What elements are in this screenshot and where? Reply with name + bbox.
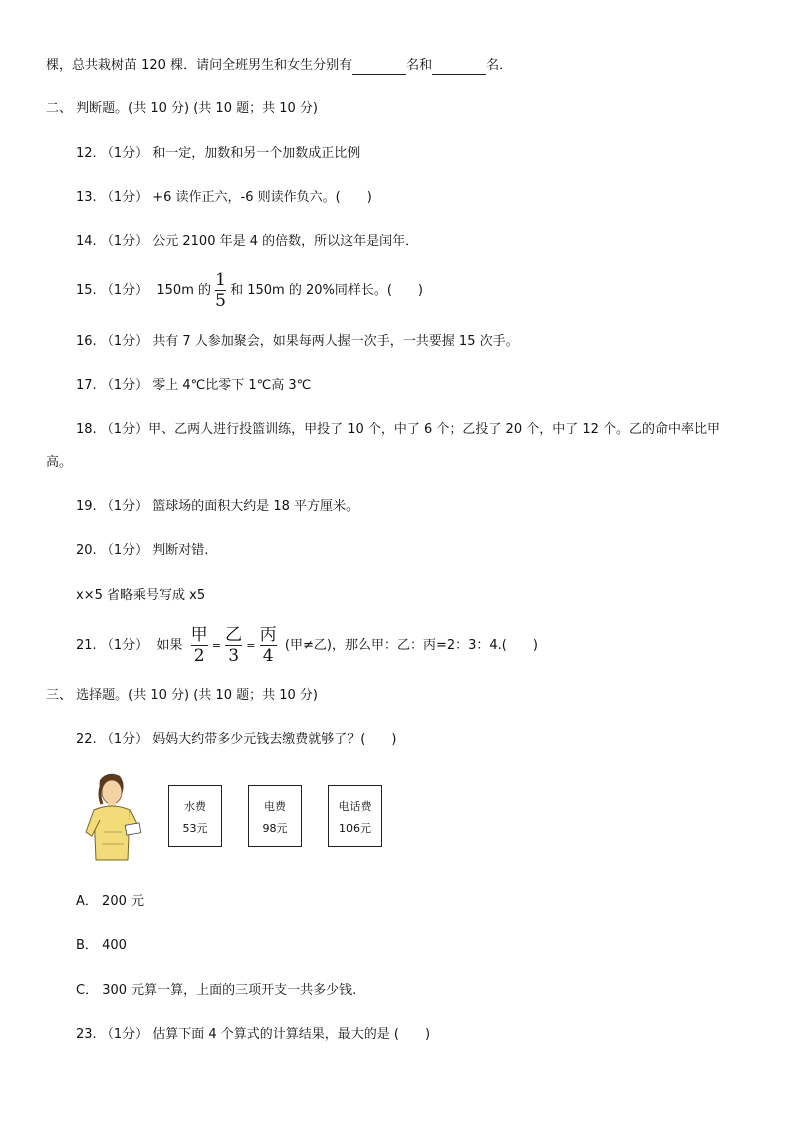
question-20-statement: x×5 省略乘号写成 x5 xyxy=(76,588,206,603)
mother-illustration xyxy=(78,770,150,862)
bill-phone: 电话费 106元 xyxy=(328,785,382,847)
q11-continuation: 棵，总共栽树苗 120 棵．请问全班男生和女生分别有 名和 名． xyxy=(46,58,513,73)
fraction-bing-over-4: $\frac{\text{丙}}{4}$ xyxy=(259,625,277,666)
answer-blank-boys[interactable] xyxy=(352,56,406,75)
bill-water: 水费 53元 xyxy=(168,785,222,847)
question-14: 14. （1分） 公元 2100 年是 4 的倍数，所以这年是闰年． xyxy=(76,234,419,249)
question-13: 13. （1分） +6 读作正六，-6 则读作负六。( ) xyxy=(76,190,372,205)
question-16: 16. （1分） 共有 7 人参加聚会，如果每两人握一次手，一共要握 15 次手。 xyxy=(76,334,519,349)
question-21: 21. （1分） 如果 $\frac{\text{甲}}{2}$ = $\frac{\text{乙}}{3}$ = $\frac{\text{丙}}{4}$ (甲≠乙)，那么甲：乙：丙=2：3：4.( ) xyxy=(76,625,538,666)
question-19: 19. （1分） 篮球场的面积大约是 18 平方厘米。 xyxy=(76,499,360,514)
question-17: 17. （1分） 零上 4℃比零下 1℃高 3℃ xyxy=(76,378,312,393)
bill-electricity: 电费 98元 xyxy=(248,785,302,847)
answer-blank-girls[interactable] xyxy=(432,56,486,75)
fraction-yi-over-3: $\frac{\text{乙}}{3}$ xyxy=(225,625,243,666)
question-15: 15. （1分） 150m 的 $\frac{1}{5}$ 和 150m 的 20%同样长。( ) xyxy=(76,270,424,311)
question-22: 22. （1分） 妈妈大约带多少元钱去缴费就够了？( ) xyxy=(76,732,397,747)
question-20: 20. （1分） 判断对错. xyxy=(76,543,209,558)
section-2-heading: 二、 判断题。(共 10 分) (共 10 题；共 10 分) xyxy=(46,101,318,116)
question-23: 23. （1分） 估算下面 4 个算式的计算结果，最大的是 ( ) xyxy=(76,1027,431,1042)
option-a[interactable]: A． 200 元 xyxy=(76,894,144,909)
question-18-line1: 18. （1分）甲、乙两人进行投篮训练，甲投了 10 个，中了 6 个；乙投了 20 个，中了 12 个。乙的命中率比甲 xyxy=(76,422,721,437)
fraction-one-fifth: $\frac{1}{5}$ xyxy=(215,270,226,311)
fraction-jia-over-2: $\frac{\text{甲}}{2}$ xyxy=(190,625,208,666)
question-18-line2: 高。 xyxy=(46,455,73,470)
question-12: 12. （1分） 和一定，加数和另一个加数成正比例 xyxy=(76,146,361,161)
section-3-heading: 三、 选择题。(共 10 分) (共 10 题；共 10 分) xyxy=(46,688,318,703)
option-c[interactable]: C． 300 元算一算，上面的三项开支一共多少钱. xyxy=(76,983,357,998)
option-b[interactable]: B． 400 xyxy=(76,938,127,953)
